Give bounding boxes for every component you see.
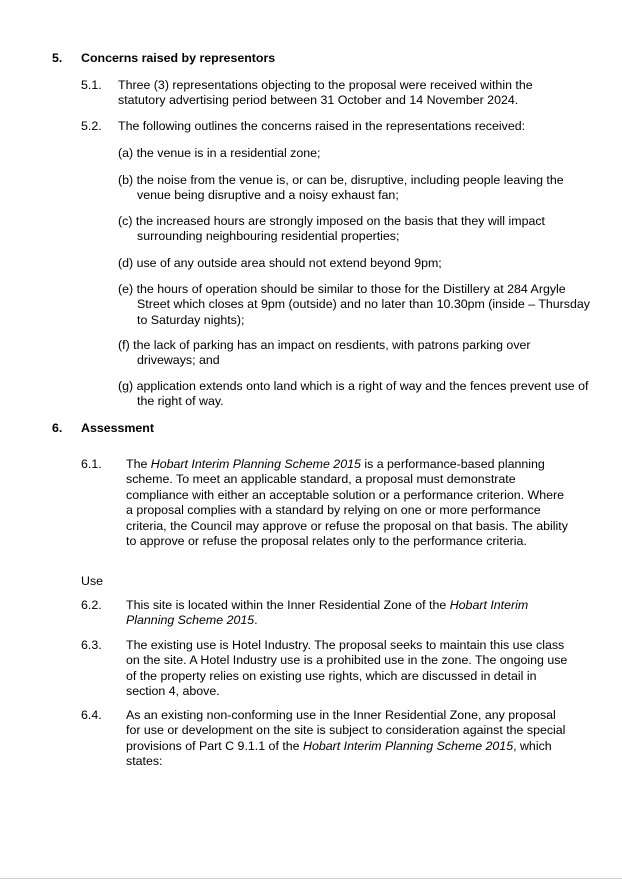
concern-item-c: (c) the increased hours are strongly imposed on the basis that they will impact surrounding neighbouring residential properties;	[118, 214, 545, 244]
concern-item-a: (a) the venue is in a residential zone;	[118, 146, 321, 160]
paragraph-6-4-number: 6.4.	[81, 708, 102, 722]
paragraph-6-1-number: 6.1.	[81, 457, 102, 471]
concern-item-f: (f) the lack of parking has an impact on resdients, with patrons parking over driveways; and	[118, 338, 531, 368]
paragraph-6-3-text: The existing use is Hotel Industry. The proposal seeks to maintain this use class on the site. A Hotel Industry use is a prohibited use in the zone. The ongoing use of the property relies on existing use rights, which are discussed in detail in section 4, above.	[126, 638, 568, 699]
paragraph-6-3-number: 6.3.	[81, 638, 102, 652]
concern-item-b: (b) the noise from the venue is, or can be, disruptive, including people leaving the venue being disruptive and a noisy exhaust fan;	[118, 173, 564, 203]
paragraph-6-2-number: 6.2.	[81, 598, 102, 612]
scheme-name: Hobart Interim Planning Scheme 2015	[126, 598, 529, 628]
section-6-number: 6.	[52, 421, 63, 435]
paragraph-5-2-number: 5.2.	[81, 119, 102, 133]
concern-item-d: (d) use of any outside area should not extend beyond 9pm;	[118, 256, 442, 270]
paragraph-6-4-text: As an existing non-conforming use in the Inner Residential Zone, any proposal for use or development on the site is subject to consideration against the special provisions of Part C 9.1.1 of the Hobart Interim Planning Scheme 2015, which states:	[126, 708, 566, 769]
paragraph-5-1-number: 5.1.	[81, 78, 102, 92]
concern-item-e: (e) the hours of operation should be similar to those for the Distillery at 284 Argyle Street which closes at 9pm (outside) and no later than 10.30pm (inside – Thursday to Saturday nights);	[118, 282, 590, 327]
paragraph-5-2-text: The following outlines the concerns raised in the representations received:	[118, 119, 526, 133]
section-6-title: Assessment	[81, 421, 155, 435]
paragraph-6-1-text: The Hobart Interim Planning Scheme 2015 is a performance-based planning scheme. To meet an applicable standard, a proposal must demonstrate compliance with either an acceptable solution or a performance criterion. Where a proposal complies with a standard by relying on one or more performance criteria, the Council may approve or refuse the proposal on that basis. The ability to approve or refuse the proposal relates only to the performance criteria.	[126, 457, 568, 549]
concern-item-g: (g) application extends onto land which is a right of way and the fences prevent use of the right of way.	[118, 379, 589, 409]
section-5-title: Concerns raised by representors	[81, 51, 276, 65]
paragraph-5-1-text: Three (3) representations objecting to the proposal were received within the statutory advertising period between 31 October and 14 November 2024.	[118, 78, 533, 108]
scheme-name: Hobart Interim Planning Scheme 2015	[303, 738, 514, 753]
section-5-number: 5.	[52, 51, 63, 65]
page-bottom-edge	[0, 878, 622, 879]
scheme-name: Hobart Interim Planning Scheme 2015	[150, 457, 361, 471]
paragraph-6-2-text: This site is located within the Inner Residential Zone of the Hobart Interim Planning Scheme 2015.	[126, 598, 529, 628]
use-subheading: Use	[81, 574, 104, 588]
